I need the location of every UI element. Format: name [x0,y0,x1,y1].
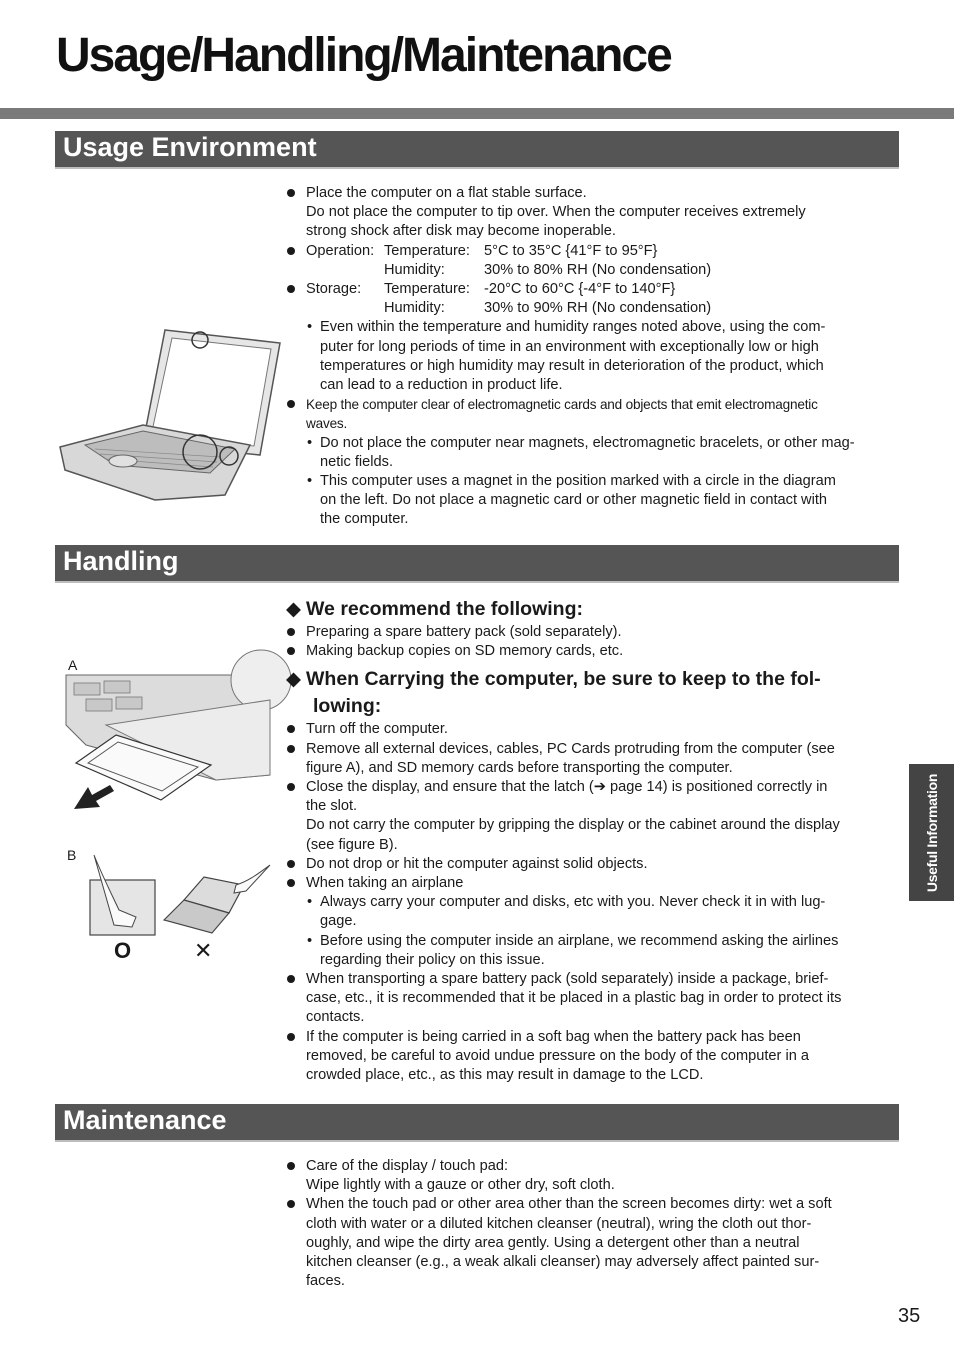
figure-b-incorrect-mark: ✕ [194,938,213,963]
sub-list-item: • Before using the computer inside an airplane, we recommend asking the airlines regarding their policy on this issue. [286,932,896,970]
figure-a-label: A [68,657,78,673]
list-item: Close the display, and ensure that the latch (➔ page 14) is positioned correctly in the slot. Do not carry the computer by gripping the display or the cabinet around the display (see figure B). [286,778,896,855]
list-item-operation: Operation: Temperature: 5°C to 35°C {41°F to 95°F} Humidity: 30% to 80% RH (No condensation) [286,242,896,280]
section-heading-maintenance: Maintenance [55,1104,899,1142]
list-item: If the computer is being carried in a soft bag when the battery pack has been removed, be careful to avoid undue pressure on the body of the computer in a crowded place, etc., as this may result in damage to the LCD. [286,1028,896,1086]
sub-list-item: • This computer uses a magnet in the position marked with a circle in the diagram on the left. Do not place a magnetic card or other magnetic field in contact with the computer. [286,472,896,530]
diamond-icon: ◆ [286,668,301,691]
figure-b-label: B [67,847,77,863]
list-item: Care of the display / touch pad: Wipe lightly with a gauze or other dry, soft cloth. [286,1157,896,1195]
subheading-recommend: ◆ We recommend the following: [286,596,896,623]
list-item: Making backup copies on SD memory cards, etc. [286,642,896,661]
list-item: Keep the computer clear of electromagnetic cards and objects that emit electromagnetic waves. [286,395,896,433]
list-item: When transporting a spare battery pack (sold separately) inside a package, brief- case, etc., it is recommended that it be placed in a plastic bag in order to protect its contacts. [286,970,896,1028]
sub-list-item: • Even within the temperature and humidity ranges noted above, using the com- puter for long periods of time in an environment with exceptionally low or high temperatures or high humidity may result in deterioration of the product, which can lead to a reduction in product life. [286,318,896,395]
list-item: Remove all external devices, cables, PC Cards protruding from the computer (see figure A), and SD memory cards before transporting the computer. [286,740,896,778]
section-heading-usage-environment: Usage Environment [55,131,899,169]
pc-card-removal-illustration [66,675,270,810]
handling-content [286,596,896,1085]
list-item: Do not drop or hit the computer against solid objects. [286,855,896,874]
diamond-icon: ◆ [286,598,301,620]
figure-b-correct-mark: O [114,938,132,963]
maintenance-content [286,1157,896,1291]
list-item: Place the computer on a flat stable surface. Do not place the computer to tip over. When the computer receives extremely strong shock after disk may become inoperable. [286,184,896,242]
section-heading-handling: Handling [55,545,899,583]
subheading-carrying: ◆ When Carrying the computer, be sure to keep to the fol- lowing: [286,668,821,718]
list-item: When the touch pad or other area other than the screen becomes dirty: wet a soft cloth with water or a diluted kitchen cleanser (neutral), wring the cloth out thor- oughly, and wipe the dirty area gently. Using a detergent other than a neutral kitchen cleanser (e.g., a weak alkali cleanser) may adversely affect painted sur- faces. [286,1195,896,1291]
list-item: Turn off the computer. [286,720,896,739]
laptop-magnet-illustration [55,325,285,505]
sub-list-item: • Always carry your computer and disks, etc with you. Never check it in with lug- gage. [286,893,896,931]
page-number: 35 [898,1305,921,1327]
list-item: When taking an airplane [286,874,896,893]
usage-environment-content [286,184,896,530]
sub-list-item: • Do not place the computer near magnets, electromagnetic bracelets, or other mag- netic fields. [286,434,896,472]
list-item: Preparing a spare battery pack (sold separately). [286,623,896,642]
carrying-illustration [84,855,270,940]
title-rule [0,108,954,119]
page-title: Usage/Handling/Maintenance [56,29,671,82]
arrow-right-icon: ➔ [593,779,606,796]
side-tab-useful-information: Useful Information [909,764,954,901]
list-item-storage: Storage: Temperature: -20°C to 60°C {-4°F to 140°F} Humidity: 30% to 90% RH (No condensation) [286,280,896,318]
